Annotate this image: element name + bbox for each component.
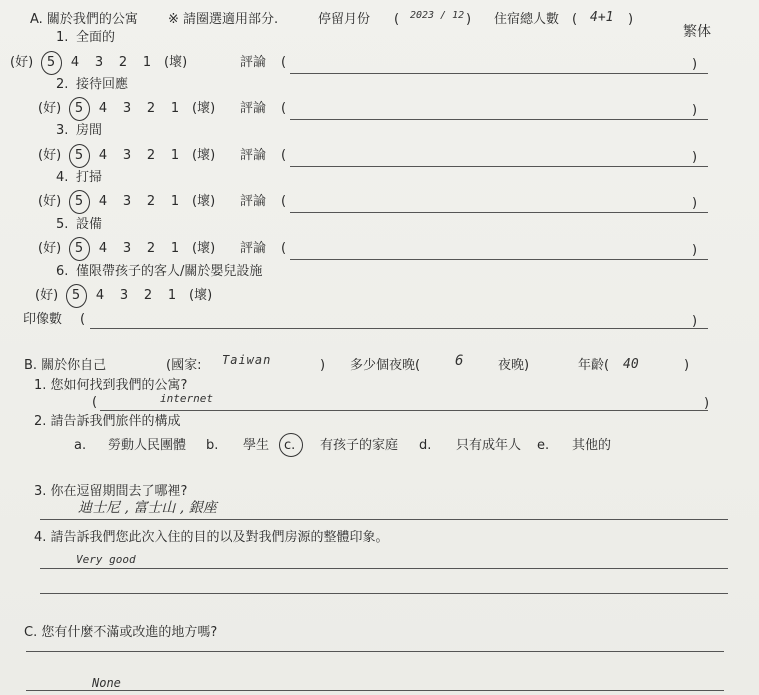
rating-option-2[interactable]: 2 — [146, 148, 156, 163]
rating-title: 全面的 — [76, 30, 116, 45]
q3-text: 3. 你在逗留期間去了哪裡? — [34, 484, 188, 499]
rating-bad-label: (壞) — [189, 288, 213, 303]
q3-answer: 迪士尼 , 富士山 , 銀座 — [78, 500, 217, 516]
rating-selected-circle — [69, 190, 90, 214]
q2-opt-e: e. — [537, 438, 550, 453]
rating-option-3[interactable]: 3 — [94, 55, 104, 70]
impression-paren-open: ( — [80, 312, 86, 327]
rating-option-5[interactable]: 5 — [74, 148, 84, 163]
rating-comment-paren-close: ) — [692, 196, 698, 211]
guests-value: 4+1 — [590, 10, 614, 25]
rating-comment-paren-open: ( — [281, 241, 287, 256]
rating-option-4[interactable]: 4 — [98, 101, 108, 116]
stay-month-value: 2023 / 12 — [410, 10, 465, 21]
nights-suffix: 夜晚) — [498, 358, 530, 373]
q1-paren-open: ( — [92, 395, 98, 410]
impression-paren-close: ) — [692, 314, 698, 329]
rating-comment-paren-close: ) — [692, 103, 698, 118]
rating-selected-circle — [41, 51, 62, 75]
rating-comment-line[interactable] — [290, 119, 708, 120]
rating-option-5[interactable]: 5 — [74, 194, 84, 209]
q3-answer-line[interactable] — [40, 519, 728, 520]
q2-opt-d: d. — [419, 438, 432, 453]
rating-good-label: (好) — [38, 241, 62, 256]
q1-text: 1. 您如何找到我們的公寓? — [34, 378, 188, 393]
rating-option-4[interactable]: 4 — [98, 194, 108, 209]
rating-option-2[interactable]: 2 — [146, 101, 156, 116]
rating-option-3[interactable]: 3 — [122, 241, 132, 256]
rating-option-5[interactable]: 5 — [74, 101, 84, 116]
rating-comment-line[interactable] — [290, 259, 708, 260]
rating-bad-label: (壞) — [192, 148, 216, 163]
rating-number: 2. — [56, 77, 69, 92]
rating-good-label: (好) — [35, 288, 59, 303]
rating-option-4[interactable]: 4 — [98, 241, 108, 256]
rating-option-1[interactable]: 1 — [170, 148, 180, 163]
rating-option-2[interactable]: 2 — [146, 194, 156, 209]
rating-good-label: (好) — [38, 194, 62, 209]
section-b-title: B. 關於你自己 — [24, 358, 107, 373]
section-c-answer: None — [92, 676, 121, 690]
q1-paren-close: ) — [704, 396, 710, 411]
rating-comment-paren-open: ( — [281, 194, 287, 209]
stay-month-label: 停留月份 — [318, 12, 371, 27]
rating-number: 5. — [56, 217, 69, 232]
paren-open: ( — [394, 12, 400, 27]
rating-option-1[interactable]: 1 — [170, 241, 180, 256]
q1-answer-line[interactable] — [100, 410, 708, 411]
rating-option-1[interactable]: 1 — [167, 288, 177, 303]
rating-title: 僅限帶孩子的客人/關於嬰兒設施 — [76, 264, 263, 279]
rating-option-4[interactable]: 4 — [70, 55, 80, 70]
rating-comment-paren-close: ) — [692, 243, 698, 258]
rating-comment-label: 評論 — [240, 55, 267, 70]
rating-selected-circle — [69, 97, 90, 121]
section-a-title: A. 關於我們的公寓 — [30, 12, 138, 27]
guests-label: 住宿總人數 — [494, 12, 560, 27]
rating-bad-label: (壞) — [192, 101, 216, 116]
rating-option-1[interactable]: 1 — [142, 55, 152, 70]
country-paren-close: ) — [320, 358, 326, 373]
q4-answer-line-1[interactable] — [40, 568, 728, 569]
country-label: (國家: — [166, 358, 202, 373]
section-c-line-1[interactable] — [26, 651, 724, 652]
rating-comment-paren-open: ( — [281, 101, 287, 116]
rating-option-3[interactable]: 3 — [119, 288, 129, 303]
selected-option-circle — [279, 433, 303, 457]
country-value: Taiwan — [222, 353, 272, 367]
section-c-title: C. 您有什麼不滿或改進的地方嗎? — [24, 625, 218, 640]
circle-note: ※ 請圈選適用部分. — [168, 12, 279, 27]
rating-comment-line[interactable] — [290, 166, 708, 167]
rating-bad-label: (壞) — [192, 241, 216, 256]
rating-comment-label: 評論 — [240, 148, 267, 163]
rating-comment-label: 評論 — [240, 101, 267, 116]
q2-opt-b: b. — [206, 438, 219, 453]
rating-selected-circle — [66, 284, 87, 308]
rating-comment-label: 評論 — [240, 194, 267, 209]
impression-label: 印像數 — [23, 312, 63, 327]
rating-title: 設備 — [76, 217, 103, 232]
rating-title: 房間 — [76, 123, 103, 138]
q2-opt-d-label: 只有成年人 — [456, 438, 522, 453]
rating-comment-line[interactable] — [290, 212, 708, 213]
age-label: 年齡( — [578, 358, 610, 373]
rating-comment-paren-close: ) — [692, 150, 698, 165]
rating-option-5[interactable]: 5 — [71, 288, 81, 303]
rating-comment-line[interactable] — [290, 73, 708, 74]
rating-title: 接待回應 — [76, 77, 129, 92]
rating-number: 3. — [56, 123, 69, 138]
q2-text: 2. 請告訴我們旅伴的構成 — [34, 414, 181, 429]
impression-line[interactable] — [90, 328, 708, 329]
q2-opt-a-label: 勞動人民團體 — [108, 438, 187, 453]
rating-option-3[interactable]: 3 — [122, 194, 132, 209]
q1-answer: internet — [160, 392, 213, 405]
rating-comment-paren-close: ) — [692, 57, 698, 72]
rating-number: 6. — [56, 264, 69, 279]
rating-title: 打掃 — [76, 170, 103, 185]
q2-opt-e-label: 其他的 — [572, 438, 612, 453]
rating-option-3[interactable]: 3 — [122, 101, 132, 116]
rating-good-label: (好) — [38, 101, 62, 116]
rating-comment-paren-open: ( — [281, 55, 287, 70]
q2-opt-c-label: 有孩子的家庭 — [320, 438, 399, 453]
rating-option-1[interactable]: 1 — [170, 194, 180, 209]
nights-label: 多少個夜晚( — [350, 358, 421, 373]
nights-value: 6 — [455, 353, 464, 369]
rating-option-4[interactable]: 4 — [95, 288, 105, 303]
q4-text: 4. 請告訴我們您此次入住的目的以及對我們房源的整體印象。 — [34, 530, 389, 545]
rating-comment-label: 評論 — [240, 241, 267, 256]
rating-comment-paren-open: ( — [281, 148, 287, 163]
rating-option-5[interactable]: 5 — [74, 241, 84, 256]
q4-answer: Very good — [76, 553, 136, 566]
rating-good-label: (好) — [38, 148, 62, 163]
script-label: 繁体 — [683, 24, 711, 40]
paren-close: ) — [466, 12, 472, 27]
rating-option-3[interactable]: 3 — [122, 148, 132, 163]
rating-bad-label: (壞) — [192, 194, 216, 209]
paren-close-2: ) — [628, 12, 634, 27]
q2-opt-a: a. — [74, 438, 87, 453]
rating-number: 1. — [56, 30, 69, 45]
rating-option-4[interactable]: 4 — [98, 148, 108, 163]
q2-opt-c: c. — [284, 438, 296, 453]
rating-selected-circle — [69, 144, 90, 168]
q4-answer-line-2[interactable] — [40, 593, 728, 594]
age-paren-close: ) — [684, 358, 690, 373]
rating-selected-circle — [69, 237, 90, 261]
section-c-line-2[interactable] — [26, 690, 724, 691]
rating-good-label: (好) — [10, 55, 34, 70]
rating-number: 4. — [56, 170, 69, 185]
paren-open-2: ( — [572, 12, 578, 27]
rating-bad-label: (壞) — [164, 55, 188, 70]
age-value: 40 — [623, 357, 639, 372]
rating-option-2[interactable]: 2 — [118, 55, 128, 70]
rating-option-1[interactable]: 1 — [170, 101, 180, 116]
rating-option-2[interactable]: 2 — [143, 288, 153, 303]
q2-opt-b-label: 學生 — [243, 438, 270, 453]
rating-option-5[interactable]: 5 — [46, 55, 56, 70]
rating-option-2[interactable]: 2 — [146, 241, 156, 256]
